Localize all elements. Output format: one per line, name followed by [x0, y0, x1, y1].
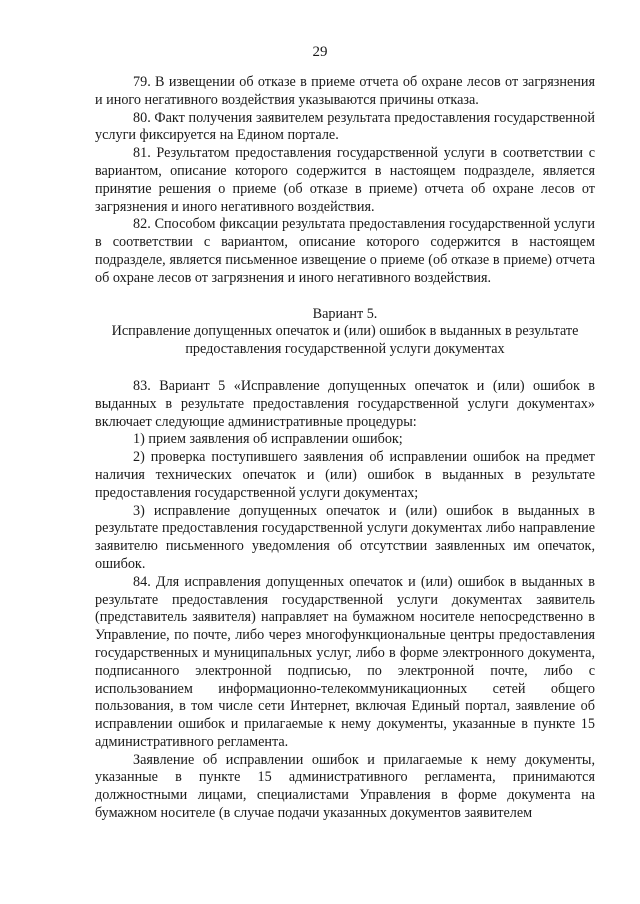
paragraph-84: 84. Для исправления допущенных опечаток и (или) ошибок в выданных в результате предоставления государственной услуги документах заявитель (представитель заявителя) направляет на бумажном носителе непосредственно в Управление, по почте, либо через многофункциональные центры предоставления государственных и муниципальных услуг, либо в форме электронного документа, подписанного электронной подписью, по электронной почте, либо с использованием информационно-телекоммуникационных сетей общего пользования, в том числе сети Интернет, включая Единый портал, заявление об исправлении ошибок и прилагаемые к нему документы, указанные в пункте 15 административного регламента. — [95, 573, 595, 750]
section-title: Вариант 5. — [312, 305, 378, 322]
list-item-2: 2) проверка поступившего заявления об исправлении ошибок на предмет наличия технических опечаток и (или) ошибок в выданных в результате предоставления государственной услуги документах; — [95, 449, 595, 501]
paragraph-81: 81. Результатом предоставления государственной услуги в соответствии с вариантом, описание которого содержится в настоящем подразделе, является принятие решения о приеме (об отказе в приеме) отчета об охране лесов от загрязнения и иного негативного воздействия. — [95, 145, 595, 215]
list-item-1: 1) прием заявления об исправлении ошибок; — [133, 431, 403, 448]
paragraph-80: 80. Факт получения заявителем результата предоставления государственной услуги фиксируется на Едином портале. — [95, 109, 595, 144]
paragraph-79: 79. В извещении об отказе в приеме отчета об охране лесов от загрязнения и иного негативного воздействия указываются причины отказа. — [95, 74, 595, 108]
paragraph-83: 83. Вариант 5 «Исправление допущенных опечаток и (или) ошибок в выданных в результате предоставления государственной услуги документах» включает следующие административные процедуры: — [95, 377, 595, 430]
section-subtitle: Исправление допущенных опечаток и (или) ошибок в выданных в результате предоставления государственной услуги документах — [111, 323, 579, 358]
page-number: 29 — [312, 44, 328, 60]
list-item-3: 3) исправление допущенных опечаток и (или) ошибок в выданных в результате предоставления государственной услуги документах либо направление заявителю письменного уведомления об отсутствии заявленных им опечаток, ошибок. — [95, 502, 595, 572]
paragraph-82: 82. Способом фиксации результата предоставления государственной услуги в соответствии с вариантом, описание которого содержится в настоящем подразделе, является письменное извещение о приеме (об отказе в приеме) отчета об охране лесов от загрязнения и иного негативного воздействия. — [95, 216, 595, 286]
paragraph-84-continued: Заявление об исправлении ошибок и прилагаемые к нему документы, указанные в пункте 15 административного регламента, принимаются должностными лицами, специалистами Управления в форме документа на бумажном носителе (в случае подачи указанных документов заявителем — [95, 751, 595, 822]
document-body — [95, 74, 595, 823]
